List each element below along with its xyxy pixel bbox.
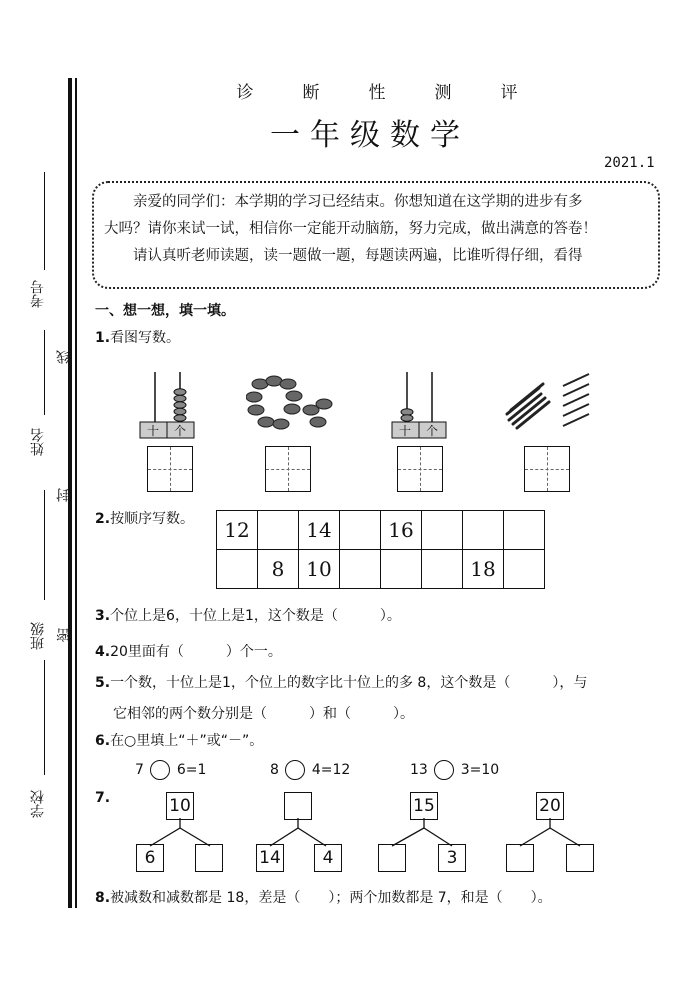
subtitle [212, 78, 542, 103]
abacus-2-ones-label: 个 [426, 424, 439, 438]
subtitle-char: 性 [368, 83, 386, 103]
subtitle-char: 测 [434, 83, 452, 103]
sequence-cell[interactable] [504, 511, 545, 550]
tree-1-right[interactable] [195, 844, 223, 872]
q6-operand-b: 6=1 [176, 762, 207, 778]
sequence-row-1 [217, 511, 545, 550]
q7-number: 7. [95, 790, 111, 806]
subtitle-char: 断 [302, 83, 320, 103]
q6-operand-b: 4=12 [311, 762, 351, 778]
q6-operand-a: 7 [135, 762, 144, 778]
subtitle-char: 评 [500, 83, 518, 103]
abacus-1-tens-label: 十 [147, 424, 160, 438]
tree-2-right[interactable]: 4 [314, 844, 342, 872]
exam-no-line [44, 172, 45, 270]
answer-grid-2[interactable] [265, 446, 311, 492]
q1 [95, 327, 180, 347]
q6-item-1 [135, 760, 206, 780]
q4-number: 4. [95, 644, 111, 660]
sequence-cell[interactable] [504, 550, 545, 589]
notice-box [92, 181, 660, 289]
sequence-cell[interactable]: 14 [299, 511, 340, 550]
seal-word-feng: 封 [56, 488, 72, 502]
q3-text: 个位上是6，十位上是1，这个数是（ ）。 [110, 608, 401, 624]
q4 [95, 641, 282, 661]
seal-word-line: 线 [56, 350, 72, 364]
q2-number: 2. [95, 511, 111, 527]
sequence-cell[interactable]: 16 [381, 511, 422, 550]
peanuts-image [246, 372, 338, 438]
q1-number: 1. [95, 330, 111, 346]
q5-line-2: 它相邻的两个数分别是（ ）和（ ）。 [113, 706, 414, 722]
exam-date: 2021.1 [604, 155, 655, 171]
q6-operand-a: 13 [410, 762, 428, 778]
tree-4-left[interactable] [506, 844, 534, 872]
sequence-cell[interactable] [258, 511, 299, 550]
tree-1-left[interactable]: 6 [136, 844, 164, 872]
sequence-cell[interactable] [463, 511, 504, 550]
binding-line-thin [75, 78, 77, 908]
sequence-cell[interactable] [340, 550, 381, 589]
q8-text: 被减数和减数都是 18，差是（ ）；两个加数都是 7，和是（ ）。 [110, 890, 552, 906]
seal-word-mi: 密 [56, 628, 72, 642]
q6 [95, 730, 263, 750]
q6-item-3 [410, 760, 499, 780]
sequence-cell[interactable] [340, 511, 381, 550]
q6-operand-b: 3=10 [460, 762, 500, 778]
q5-number: 5. [95, 675, 111, 691]
q8 [95, 887, 552, 907]
answer-grid-4[interactable] [524, 446, 570, 492]
school-label: 学校 [30, 790, 46, 818]
operator-circle[interactable] [434, 760, 454, 780]
tree-3-right[interactable]: 3 [438, 844, 466, 872]
class-label: 班级 [30, 622, 46, 650]
sequence-cell[interactable]: 10 [299, 550, 340, 589]
sequence-table [216, 510, 545, 589]
notice-line-1: 亲爱的同学们：本学期的学习已经结束。你想知道在这学期的进步有多 [133, 194, 583, 210]
tree-4-right[interactable] [566, 844, 594, 872]
tree-3-left[interactable] [378, 844, 406, 872]
q6-number: 6. [95, 733, 111, 749]
q6-operand-a: 8 [270, 762, 279, 778]
q5 [95, 672, 587, 692]
q6-text: 在○里填上“＋”或“－”。 [110, 733, 264, 749]
sequence-cell[interactable] [422, 511, 463, 550]
answer-grid-3[interactable] [397, 446, 443, 492]
sequence-cell[interactable] [217, 550, 258, 589]
q5-line-1: 一个数，十位上是1，个位上的数字比十位上的多 8，这个数是（ ），与 [110, 675, 588, 691]
sequence-cell[interactable] [381, 550, 422, 589]
operator-circle[interactable] [150, 760, 170, 780]
school-line [44, 660, 45, 775]
sequence-cell[interactable] [422, 550, 463, 589]
sticks-image [505, 372, 595, 434]
q3-number: 3. [95, 608, 111, 624]
tree-3-top[interactable]: 15 [410, 792, 438, 820]
q1-text: 看图写数。 [110, 330, 181, 346]
name-line [44, 330, 45, 415]
notice-line-2: 大吗？请你来试一试，相信你一定能开动脑筋，努力完成，做出满意的答卷！ [104, 221, 597, 237]
tree-2-left[interactable]: 14 [256, 844, 284, 872]
sequence-cell[interactable]: 18 [463, 550, 504, 589]
sequence-cell[interactable]: 8 [258, 550, 299, 589]
tree-4-top[interactable]: 20 [536, 792, 564, 820]
q3 [95, 605, 401, 625]
answer-grid-1[interactable] [147, 446, 193, 492]
q4-text: 20里面有（ ）个一。 [110, 644, 282, 660]
q6-item-2 [270, 760, 350, 780]
tree-1-top[interactable]: 10 [166, 792, 194, 820]
operator-circle[interactable] [285, 760, 305, 780]
page-title: 一年级数学 [270, 118, 470, 153]
q2 [95, 508, 194, 528]
abacus-2-tens-label: 十 [399, 424, 412, 438]
notice-line-3: 请认真听老师读题，读一题做一题，每题读两遍，比谁听得仔细，看得 [133, 248, 583, 264]
abacus-1-ones-label: 个 [174, 424, 187, 438]
section-title: 一、想一想，填一填。 [95, 303, 235, 319]
q8-number: 8. [95, 890, 111, 906]
tree-2-top[interactable] [284, 792, 312, 820]
sequence-row-2 [217, 550, 545, 589]
class-line [44, 490, 45, 600]
subtitle-char: 诊 [236, 83, 254, 103]
sequence-cell[interactable]: 12 [217, 511, 258, 550]
q2-text: 按顺序写数。 [110, 511, 195, 527]
name-label: 姓名 [30, 428, 46, 456]
exam-no-label: 考号 [30, 280, 46, 308]
